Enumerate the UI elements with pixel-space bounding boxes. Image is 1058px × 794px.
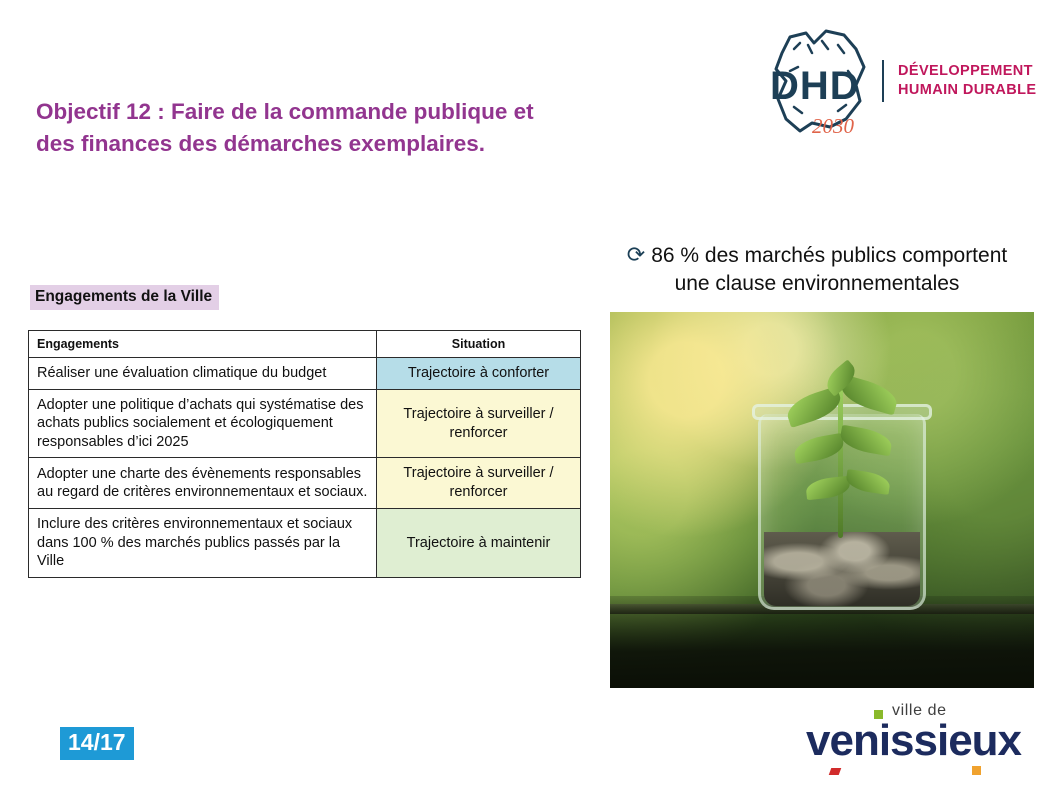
cell-engagement: Adopter une politique d’achats qui systématise des achats publics socialement et écologiquement responsables d’ici 2025 (29, 389, 377, 458)
status-badge: Trajectoire à maintenir (377, 509, 581, 578)
table-row (29, 509, 581, 578)
status-badge: Trajectoire à surveiller / renforcer (377, 458, 581, 509)
callout-line1 (582, 240, 1052, 270)
section-heading: Engagements de la Ville (30, 285, 219, 310)
dhd-slogan-line1: DÉVELOPPEMENT (898, 63, 1033, 79)
city-logo (806, 702, 1036, 778)
coins (764, 532, 920, 606)
callout-line1-text: 86 % des marchés publics comportent (651, 244, 1008, 267)
engagements-table (28, 330, 581, 578)
dhd-logo (760, 22, 1040, 142)
table-row (29, 458, 581, 509)
table-row (29, 358, 581, 390)
table-row (29, 389, 581, 458)
logo-accent-orange-icon (972, 766, 981, 775)
logo-divider (882, 60, 884, 102)
column-header-engagements: Engagements (29, 331, 377, 358)
page-title-line1: Objectif 12 : Faire de la commande publique et (36, 99, 534, 124)
dhd-slogan (898, 62, 1037, 100)
dhd-year: 2030 (812, 114, 854, 138)
column-header-situation: Situation (377, 331, 581, 358)
city-logo-name: venissieux (806, 716, 1022, 765)
table-header-row (29, 331, 581, 358)
callout-line2: une clause environnementales (674, 271, 960, 295)
photo-plant-in-coin-jar (610, 312, 1034, 688)
loop-arrow-icon: ⟳ (626, 242, 646, 267)
cell-engagement: Inclure des critères environnementaux et sociaux dans 100 % des marchés publics passés par la Ville (29, 509, 377, 578)
page-number-badge: 14/17 (60, 727, 134, 760)
dhd-wordmark: DHD (770, 64, 860, 108)
page-title-line2: des finances des démarches exemplaires. (36, 130, 485, 156)
dhd-slogan-line2: HUMAIN DURABLE (898, 82, 1037, 99)
city-logo-subtitle: ville de (892, 702, 947, 719)
status-badge: Trajectoire à conforter (377, 358, 581, 390)
status-badge: Trajectoire à surveiller / renforcer (377, 389, 581, 458)
cell-engagement: Adopter une charte des évènements responsables au regard de critères environnementaux et sociaux. (29, 458, 377, 509)
callout-statistic (582, 240, 1052, 297)
cell-engagement: Réaliser une évaluation climatique du budget (29, 358, 377, 390)
logo-accent-red-icon (829, 768, 842, 775)
page-title (36, 96, 716, 160)
plant-stem (838, 388, 843, 538)
